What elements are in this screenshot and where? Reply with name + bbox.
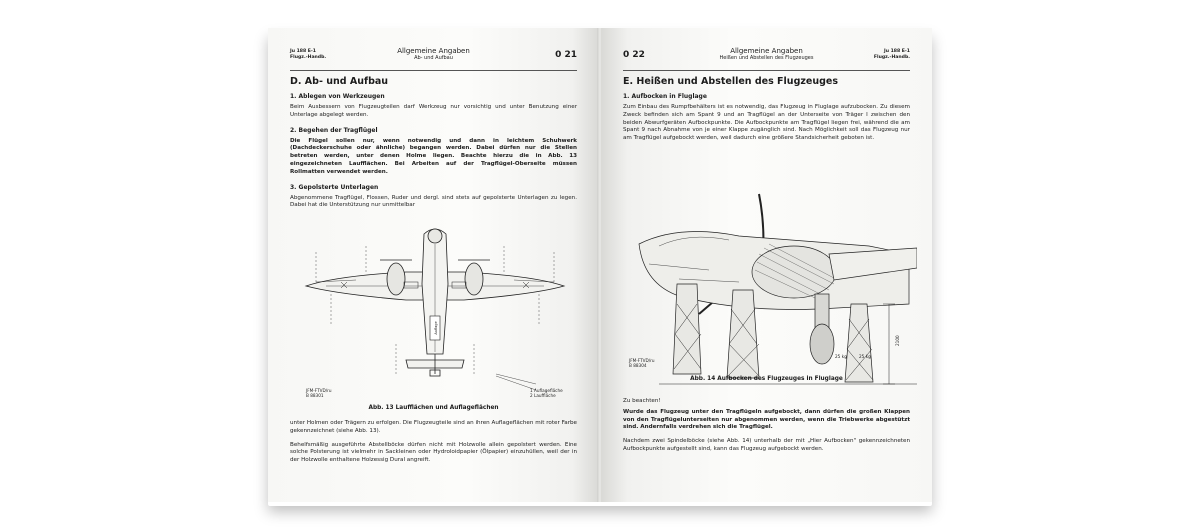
- right-page-content: [623, 76, 910, 149]
- figure-14-code-line1: JFM-FTVD/ru: [629, 358, 655, 363]
- figure-14-code-line2: B 88304: [629, 363, 647, 368]
- figure-13-legend-2: 2 Lauffläche: [530, 393, 556, 398]
- right-page-number: 0 22: [623, 50, 645, 60]
- left-page-header: [290, 46, 577, 71]
- paragraph-jacking: Zum Einbau des Rumpfbehälters ist es notwendig, das Flugzeug in Fluglage aufzubocken. Zu diesem Zweck befinden sich am Spant 9 und an Tragflügel an der Unterseite von Träger I zwischen den beiden Abwurfgeräten Aufbockpunkte. Die Aufbockpunkte am Tragflügel liegen frei, während die am Spant 9 nach Abnahme von je einer Klappe zugänglich sind. Nach Möglichkeit soll das Flugzeug nur am Tragflügel aufgebockt werden, weil dadurch eine größere Standsicherheit geboten ist.: [623, 104, 910, 142]
- subsection-title-2: 2. Begehen der Tragflügel: [290, 126, 378, 134]
- figure-13-code-line1: JFM-FTVD/ru: [306, 388, 332, 393]
- figure-14-jacking-illustration: [619, 184, 917, 390]
- figure-13-caption: Abb. 13 Laufflächen und Auflageflächen: [368, 405, 499, 411]
- left-page-content: [290, 76, 577, 216]
- paragraph-wings: Die Flügel sollen nur, wenn notwendig und dann in leichtem Schuhwerk (Dachdeckerschuhe oder ähnliche) begangen werden. Dabei dürfen nur die Stellen betreten werden, unter denen Holme liegen. Beachte hierzu die in Abb. 13 eingezeichneten Laufflächen. Bei Arbeiten auf der Tragflügel-Oberseite müssen Rollmatten verwendet werden.: [290, 137, 577, 175]
- figure-14-load-label-2: 25 kg: [859, 354, 871, 359]
- right-header-model-block: [874, 49, 910, 61]
- paragraph-padded-supports: Abgenommene Tragflügel, Flossen, Ruder und dergl. sind stets auf gepolsterte Unterlagen zu legen. Dabei hat die Unterstützung nur unmittelbar: [290, 194, 577, 209]
- right-header-model: Ju 188 E-1: [883, 49, 910, 54]
- left-page: [268, 28, 599, 502]
- right-page: [601, 28, 932, 502]
- left-header-model: Ju 188 E-1: [290, 49, 317, 54]
- right-header-title: Allgemeine Angaben: [730, 47, 803, 55]
- figure-14-caption: Abb. 14 Aufbocken des Flugzeuges in Fluglage: [690, 376, 843, 382]
- subsection-title-1: 1. Ablegen von Werkzeugen: [290, 93, 385, 100]
- section-title-d: D. Ab- und Aufbau: [290, 76, 389, 87]
- paragraph-spindle-jacks: Nachdem zwei Spindelböcke (siehe Abb. 14) unterhalb der mit „Hier Aufbocken" gekennzeichneten Aufbockpunkte aufgestellt sind, kann das Flugzeug aufgebockt werden.: [623, 438, 910, 452]
- figure-13-legend: [530, 388, 563, 398]
- figure-13-plan-view: [296, 224, 574, 394]
- figure-13-legend-1: 1 Auflagefläche: [530, 388, 563, 393]
- right-header-subtitle: Heißen und Abstellen des Flugzeuges: [719, 55, 814, 61]
- figure-14-code: [629, 358, 655, 368]
- figure-14-load-label-1: 25 kg: [835, 354, 847, 359]
- left-header-manual: Flugz.-Handb.: [290, 55, 327, 60]
- figure-13-code-line2: B 88301: [306, 393, 324, 398]
- left-page-number: 0 21: [555, 50, 577, 60]
- figure-14-dimension-label: 2100: [895, 335, 900, 346]
- open-book-spread: [268, 28, 932, 502]
- paragraph-tools: Beim Ausbessern von Flugzeugteilen darf Werkzeug nur vorsichtig und unter Benutzung einer Unterlage abgelegt werden.: [290, 104, 577, 118]
- right-header-title-block: [623, 47, 910, 62]
- subsection-title-jacking: 1. Aufbocken in Fluglage: [623, 93, 707, 100]
- left-header-subtitle: Ab- und Aufbau: [414, 55, 453, 61]
- left-header-title: Allgemeine Angaben: [397, 47, 470, 55]
- subsection-title-3: 3. Gepolsterte Unterlagen: [290, 183, 379, 191]
- paragraph-improvised-stands: Behelfsmäßig ausgeführte Abstellböcke dürfen nicht mit Holzwolle allein gepolstert werden. Eine solche Polsterung ist vielmehr in Sackleinen oder Hydroloidpapier (Ölpapier) einzuhüllen, weil der in der Holzwolle enthaltene Holzessig Dural angreift.: [290, 441, 577, 464]
- left-page-content-after-figure: [290, 420, 577, 471]
- note-title: Zu beachten!: [623, 398, 661, 404]
- right-header-manual: Flugz.-Handb.: [873, 55, 910, 60]
- right-page-header: [623, 46, 910, 71]
- figure-13-code: [306, 388, 332, 398]
- note-paragraph: Wurde das Flugzeug unter den Tragflügeln aufgebockt, dann dürfen die großen Klappen von den Tragflügelunterseiten nur abgenommen werden, wenn die Triebwerke abgestützt sind. Andernfalls verdrehen sich die Tragflügel.: [623, 408, 910, 431]
- right-page-content-after-figure: [623, 398, 910, 460]
- svg-text:Auflage: Auflage: [434, 321, 438, 335]
- paragraph-under-spars: unter Holmen oder Trägern zu erfolgen. Die Flugzeugteile sind an ihren Auflageflächen mit roter Farbe gekennzeichnet (siehe Abb. 13).: [290, 420, 577, 434]
- section-title-e: E. Heißen und Abstellen des Flugzeuges: [623, 76, 839, 87]
- left-header-title-block: [290, 47, 577, 62]
